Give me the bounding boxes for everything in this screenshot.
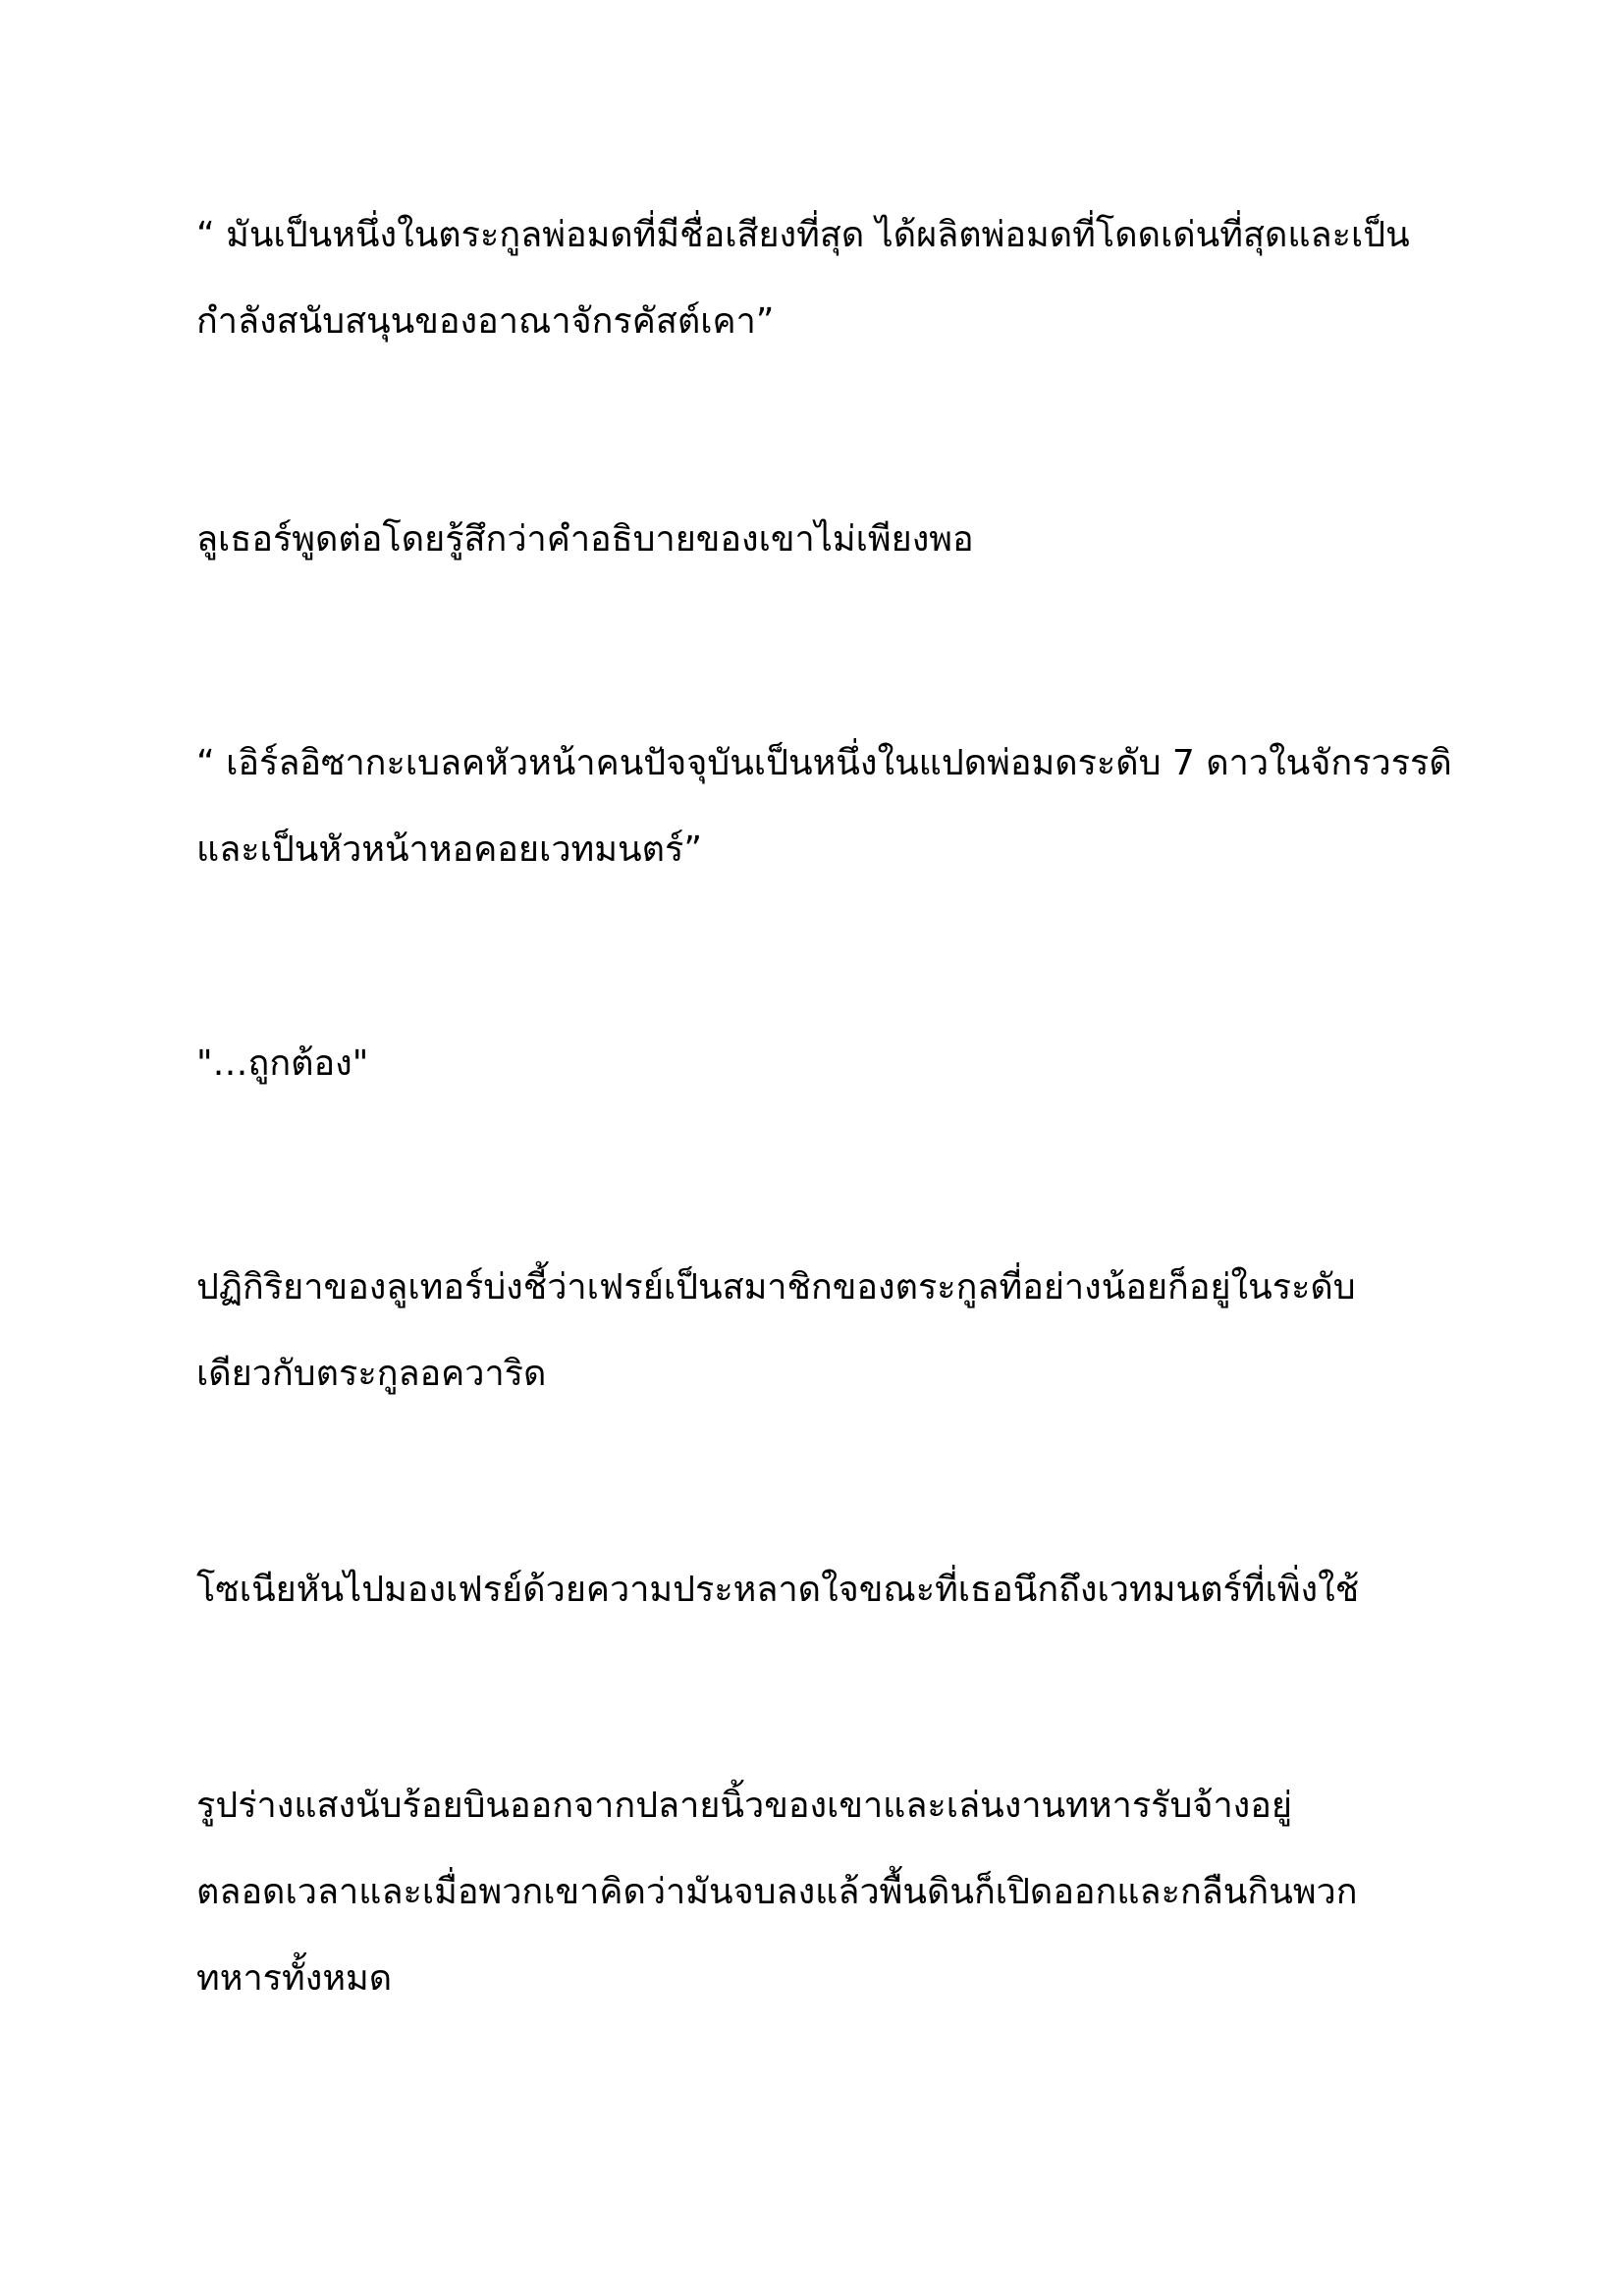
paragraph-3-line-2: และเป็นหัวหน้าหอคอยเวทมนตร์” [196,829,702,870]
paragraph-7-line-2: ตลอดเวลาและเมื่อพวกเขาคิดว่ามันจบลงแล้วพื้นดินก็เปิดออกและกลืนกินพวก [196,1872,1358,1912]
paragraph-5-line-1: ปฏิกิริยาของลูเทอร์บ่งชี้ว่าเฟรย์เป็นสมาชิกของตระกูลที่อย่างน้อยก็อยู่ในระดับ [196,1267,1356,1308]
paragraph-7-line-1: รูปร่างแสงนับร้อยบินออกจากปลายนิ้วของเขาและเล่นงานทหารรับจ้างอยู่ [196,1786,1292,1826]
paragraph-1-line-2: กำลังสนับสนุนของอาณาจักรคัสต์เคา” [196,301,775,342]
paragraph-4-line-1: "…ถูกต้อง" [196,1043,369,1084]
paragraph-5-line-2: เดียวกับตระกูลอควาริด [196,1354,547,1394]
paragraph-1-line-1: “ มันเป็นหนึ่งในตระกูลพ่อมดที่มีชื่อเสียงที่สุด ได้ผลิตพ่อมดที่โดดเด่นที่สุดและเป็น [196,215,1410,255]
paragraph-3-line-1: “ เอิร์ลอิซากะเบลคหัวหน้าคนปัจจุบันเป็นหนึ่งในแปดพ่อมดระดับ 7 ดาวในจักรวรรดิ [196,743,1452,783]
paragraph-7-line-3: ทหารทั้งหมด [196,1958,393,1999]
paragraph-6-line-1: โซเนียหันไปมองเฟรย์ด้วยความประหลาดใจขณะที่เธอนึกถึงเวทมนตร์ที่เพิ่งใช้ [196,1570,1360,1610]
paragraph-2-line-1: ลูเธอร์พูดต่อโดยรู้สึกว่าคำอธิบายของเขาไม่เพียงพอ [196,519,974,560]
